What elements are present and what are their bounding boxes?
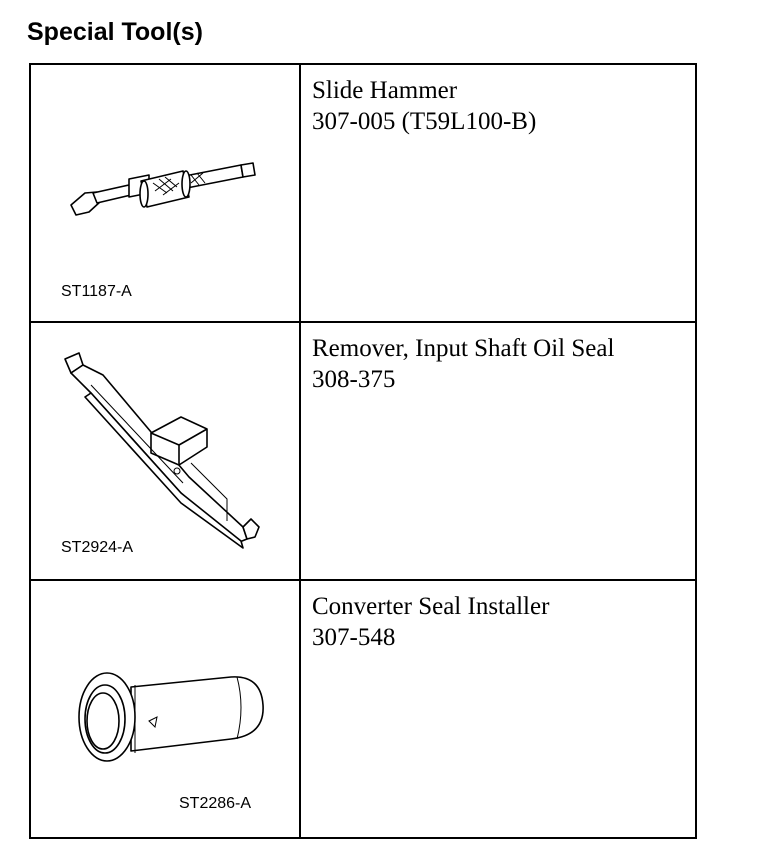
- tool-illustration-cell: [30, 64, 300, 322]
- tool-code: ST2924-A: [61, 539, 134, 556]
- tool-number: 308-375: [312, 366, 396, 393]
- table-row: [30, 64, 696, 322]
- page-title: Special Tool(s): [27, 18, 203, 46]
- tool-description-cell: [300, 322, 696, 580]
- tool-number: 307-005 (T59L100-B): [312, 108, 537, 135]
- tool-name: Remover, Input Shaft Oil Seal: [312, 335, 615, 362]
- table-row: [30, 322, 696, 580]
- tool-description-cell: [300, 64, 696, 322]
- special-tools-table: [29, 63, 697, 839]
- tool-name: Converter Seal Installer: [312, 593, 550, 620]
- tool-illustration-cell: [30, 322, 300, 580]
- table-row: [30, 580, 696, 838]
- tool-description-cell: [300, 580, 696, 838]
- tool-name: Slide Hammer: [312, 77, 458, 104]
- tool-number: 307-548: [312, 624, 396, 651]
- seal-installer-illustration: [31, 581, 299, 837]
- tool-code: ST2286-A: [179, 795, 252, 812]
- tool-code: ST1187-A: [61, 283, 132, 300]
- tool-illustration-cell: [30, 580, 300, 838]
